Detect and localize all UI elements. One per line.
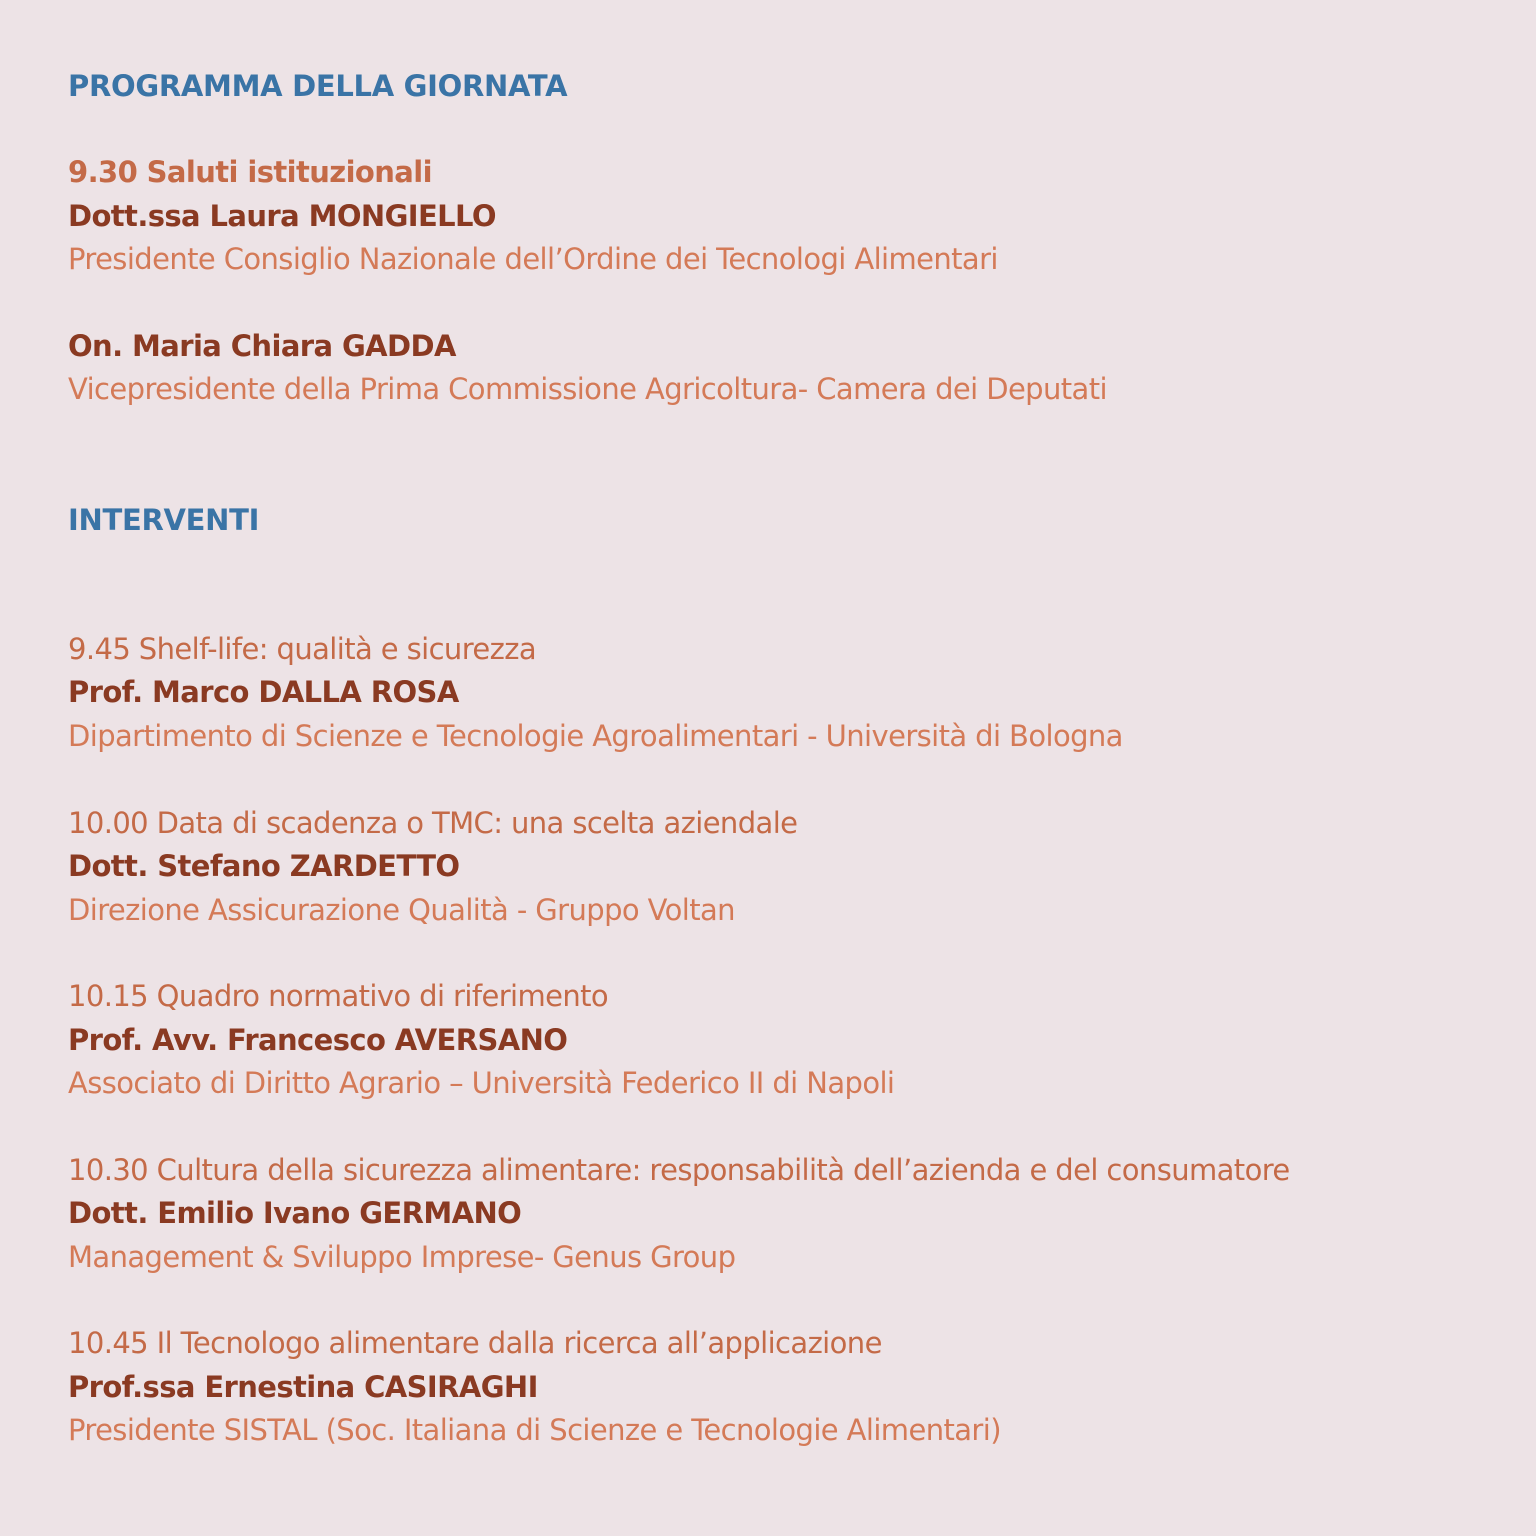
speaker-role: Vicepresidente della Prima Commissione Agricoltura- Camera dei Deputati [68, 372, 1107, 406]
speaker-name: Dott. Stefano ZARDETTO [68, 849, 460, 883]
speaker-role: Management & Sviluppo Imprese- Genus Group [68, 1240, 736, 1274]
talk-topic: 10.15 Quadro normativo di riferimento [68, 979, 609, 1013]
speaker-role: Dipartimento di Scienze e Tecnologie Agroalimentari - Università di Bologna [68, 719, 1123, 753]
saluti-topic: 9.30 Saluti istituzionali [68, 155, 432, 189]
talk-topic: 9.45 Shelf-life: qualità e sicurezza [68, 632, 537, 666]
speaker-name: On. Maria Chiara GADDA [68, 329, 456, 363]
speaker-role: Presidente Consiglio Nazionale dell’Ordine dei Tecnologi Alimentari [68, 242, 998, 276]
speaker-name: Dott.ssa Laura MONGIELLO [68, 199, 496, 233]
speaker-name: Prof.ssa Ernestina CASIRAGHI [68, 1370, 538, 1404]
talk-topic: 10.00 Data di scadenza o TMC: una scelta aziendale [68, 806, 798, 840]
speaker-name: Prof. Marco DALLA ROSA [68, 675, 459, 709]
speaker-name: Prof. Avv. Francesco AVERSANO [68, 1023, 568, 1057]
talk-topic: 10.30 Cultura della sicurezza alimentare: responsabilità dell’azienda e del consumatore [68, 1153, 1290, 1187]
talk-topic: 10.45 Il Tecnologo alimentare dalla ricerca all’applicazione [68, 1326, 882, 1360]
programma-heading: PROGRAMMA DELLA GIORNATA [68, 69, 568, 103]
speaker-role: Associato di Diritto Agrario – Università Federico II di Napoli [68, 1066, 895, 1100]
speaker-role: Presidente SISTAL (Soc. Italiana di Scienze e Tecnologie Alimentari) [68, 1413, 1001, 1447]
speaker-name: Dott. Emilio Ivano GERMANO [68, 1196, 522, 1230]
speaker-role: Direzione Assicurazione Qualità - Gruppo Voltan [68, 893, 735, 927]
interventi-heading: INTERVENTI [68, 503, 260, 537]
